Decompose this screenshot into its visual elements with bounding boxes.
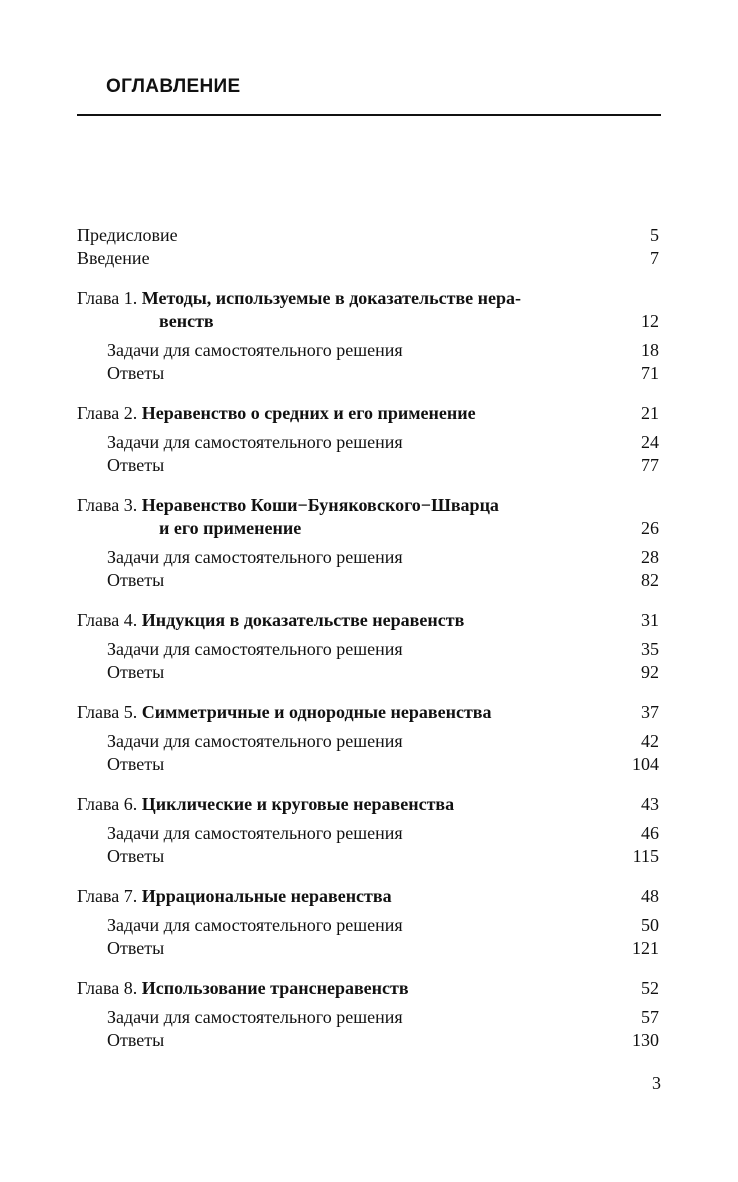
chapter-title-continued: венств	[159, 311, 214, 331]
chapter-page: 37	[641, 702, 659, 722]
toc-entry-answers[interactable]	[77, 753, 659, 776]
entry-page: 42	[641, 731, 659, 751]
toc-entry-answers[interactable]	[77, 937, 659, 960]
chapter-label: Глава 8.	[77, 978, 138, 998]
chapter-label: Глава 4.	[77, 610, 138, 630]
chapter-3	[77, 494, 659, 592]
entry-page: 104	[632, 754, 659, 774]
entry-title: Ответы	[107, 846, 165, 866]
chapter-title: Методы, используемые в доказательстве нера-	[141, 288, 522, 308]
entry-page: 71	[641, 363, 659, 383]
chapter-title: Симметричные и однородные неравенства	[141, 702, 492, 722]
chapter-heading[interactable]	[77, 494, 659, 540]
entry-title: Задачи для самостоятельного решения	[107, 432, 403, 452]
entry-title: Предисловие	[77, 225, 178, 245]
entry-title: Задачи для самостоятельного решения	[107, 340, 403, 360]
chapter-label: Глава 5.	[77, 702, 138, 722]
chapter-title: Неравенство Коши−Буняковского−Шварца	[141, 495, 499, 515]
entry-title: Задачи для самостоятельного решения	[107, 915, 403, 935]
toc-entry-answers[interactable]	[77, 362, 659, 385]
chapter-heading[interactable]	[77, 793, 659, 816]
chapter-heading[interactable]	[77, 287, 659, 333]
chapter-8	[77, 977, 659, 1052]
chapter-page: 48	[641, 886, 659, 906]
entry-page: 92	[641, 662, 659, 682]
entry-page: 130	[632, 1030, 659, 1050]
page-number: 3	[652, 1073, 661, 1093]
page-title: ОГЛАВЛЕНИЕ	[106, 76, 241, 97]
chapter-title: Иррациональные неравенства	[141, 886, 392, 906]
entry-page: 121	[632, 938, 659, 958]
chapter-2	[77, 402, 659, 477]
entry-title: Ответы	[107, 662, 165, 682]
toc-entry-tasks[interactable]	[77, 822, 659, 845]
entry-page: 46	[641, 823, 659, 843]
entry-title: Задачи для самостоятельного решения	[107, 823, 403, 843]
entry-page: 7	[650, 248, 659, 268]
chapter-title: Использование транснеравенств	[141, 978, 409, 998]
entry-title: Ответы	[107, 363, 165, 383]
entry-page: 57	[641, 1007, 659, 1027]
chapter-label: Глава 1.	[77, 288, 138, 308]
entry-page: 28	[641, 547, 659, 567]
chapter-label: Глава 7.	[77, 886, 138, 906]
entry-page: 5	[650, 225, 659, 245]
chapter-page: 21	[641, 403, 659, 423]
entry-title: Введение	[77, 248, 150, 268]
toc-entry-tasks[interactable]	[77, 339, 659, 362]
chapter-title: Неравенство о средних и его применение	[141, 403, 476, 423]
toc-entry-tasks[interactable]	[77, 546, 659, 569]
toc-entry-tasks[interactable]	[77, 638, 659, 661]
entry-title: Задачи для самостоятельного решения	[107, 639, 403, 659]
chapter-title: Индукция в доказательстве неравенств	[141, 610, 465, 630]
chapter-label: Глава 3.	[77, 495, 138, 515]
chapter-4	[77, 609, 659, 684]
title-rule	[77, 114, 661, 116]
chapter-title: Циклические и круговые неравенства	[141, 794, 455, 814]
chapter-5	[77, 701, 659, 776]
toc-entry-tasks[interactable]	[77, 1006, 659, 1029]
toc-entry-tasks[interactable]	[77, 914, 659, 937]
toc-entry-introduction[interactable]	[77, 247, 659, 270]
chapter-label: Глава 6.	[77, 794, 138, 814]
chapter-page: 43	[641, 794, 659, 814]
chapter-heading[interactable]	[77, 885, 659, 908]
entry-title: Ответы	[107, 570, 165, 590]
toc-entry-answers[interactable]	[77, 1029, 659, 1052]
toc-entry-answers[interactable]	[77, 454, 659, 477]
chapter-7	[77, 885, 659, 960]
chapter-title-continued: и его применение	[159, 518, 302, 538]
entry-page: 77	[641, 455, 659, 475]
entry-page: 35	[641, 639, 659, 659]
chapter-page: 26	[641, 518, 659, 538]
entry-page: 82	[641, 570, 659, 590]
entry-page: 115	[632, 846, 659, 866]
entry-page: 50	[641, 915, 659, 935]
entry-title: Задачи для самостоятельного решения	[107, 731, 403, 751]
entry-title: Ответы	[107, 1030, 165, 1050]
chapter-heading[interactable]	[77, 701, 659, 724]
entry-title: Ответы	[107, 455, 165, 475]
entry-title: Ответы	[107, 938, 165, 958]
chapter-label: Глава 2.	[77, 403, 138, 423]
toc-entry-answers[interactable]	[77, 845, 659, 868]
entry-title: Ответы	[107, 754, 165, 774]
toc-entry-answers[interactable]	[77, 661, 659, 684]
chapter-6	[77, 793, 659, 868]
toc-entry-tasks[interactable]	[77, 431, 659, 454]
table-of-contents	[77, 224, 659, 1052]
chapter-page: 31	[641, 610, 659, 630]
chapter-heading[interactable]	[77, 402, 659, 425]
chapter-page: 52	[641, 978, 659, 998]
chapter-heading[interactable]	[77, 977, 659, 1000]
toc-entry-answers[interactable]	[77, 569, 659, 592]
chapter-1	[77, 287, 659, 385]
entry-page: 18	[641, 340, 659, 360]
entry-title: Задачи для самостоятельного решения	[107, 547, 403, 567]
chapter-heading[interactable]	[77, 609, 659, 632]
entry-title: Задачи для самостоятельного решения	[107, 1007, 403, 1027]
toc-entry-tasks[interactable]	[77, 730, 659, 753]
entry-page: 24	[641, 432, 659, 452]
chapter-page: 12	[641, 311, 659, 331]
toc-entry-preface[interactable]	[77, 224, 659, 247]
